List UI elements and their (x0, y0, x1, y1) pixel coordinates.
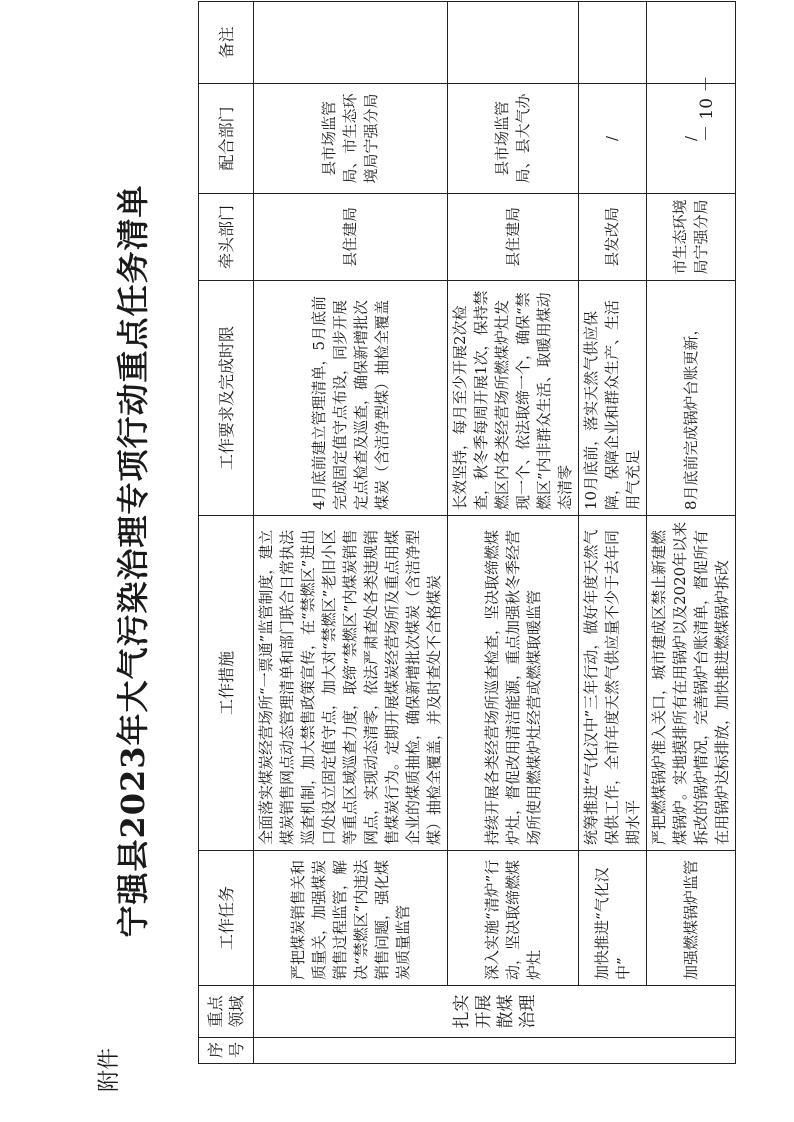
col-header-note: 备注 (199, 2, 254, 84)
lead-cell: 县住建局 (448, 194, 579, 281)
measures-cell: 持续开展各类经营场所巡查检查，坚决取缔燃煤炉灶，督促改用清洁能源，重点加强秋冬季经营场所使用燃煤炉灶经营或燃煤取暖监管 (448, 516, 579, 851)
task-cell: 严把煤炭销售关和质量关，加强煤炭销售过程监管，解决“禁燃区”内违法销售问题，强化煤炭质量监管 (254, 851, 448, 986)
page-number: － 10 － (697, 75, 717, 142)
requirements-cell: 8月底前完成锅炉台账更新， (647, 281, 736, 516)
measures-cell: 统筹推进“气化汉中”三年行动，做好年度天然气保供工作，全市年度天然气供应量不少于去年同期水平 (579, 516, 647, 851)
col-header-lead: 牵头部门 (199, 194, 254, 281)
note-cell (579, 2, 647, 84)
support-cell: / (647, 84, 736, 194)
col-header-seq: 序号 (199, 1038, 254, 1064)
col-header-support: 配合部门 (199, 84, 254, 194)
support-cell: 县市场监管局、市生态环境局宁强分局 (254, 84, 448, 194)
lead-cell: 市生态环境局宁强分局 (647, 194, 736, 281)
note-cell (254, 2, 448, 84)
requirements-cell: 10月底前，落实天然气供应保障，保障企业和群众生产、生活用气充足 (579, 281, 647, 516)
page-title: 宁强县2023年大气污染治理专项行动重点任务清单 (114, 184, 152, 938)
task-cell: 加快推进“气化汉中” (579, 851, 647, 986)
table-row (647, 2, 736, 1064)
support-cell: / (579, 84, 647, 194)
requirements-cell: 4月底前建立管理清单，5月底前完成固定值守点布设，同步开展定点检查及巡查，确保新增批次煤炭（含洁净型煤）抽检全覆盖 (254, 281, 448, 516)
table-row (448, 2, 579, 1064)
table-row (254, 2, 448, 1064)
col-header-requirements: 工作要求及完成时限 (199, 281, 254, 516)
task-table (198, 1, 736, 1064)
lead-cell: 县住建局 (254, 194, 448, 281)
attachment-label: 附件 (97, 1047, 122, 1092)
seq-cell (254, 1038, 736, 1064)
col-header-measures: 工作措施 (199, 516, 254, 851)
lead-cell: 县发改局 (579, 194, 647, 281)
area-cell: 扎实开展散煤治理 (254, 986, 736, 1038)
measures-cell: 全面落实煤炭经营场所“一票通”监管制度，建立煤炭销售网点动态管理清单和部门联合日常执法巡查机制，加大禁售政策宣传，在“禁燃区”进出口处设立固定值守点，加大对“禁燃区”老旧小区等重点区域巡查力度，取缔“禁燃区”内煤炭销售网点，实现动态清零，依法严肃查处各类违规销售煤炭行为。定期开展煤炭经营场所及重点用煤企业的煤质抽检，确保新增批次煤炭（含洁净型煤）抽检全覆盖，并及时查处不合格煤炭 (254, 516, 448, 851)
note-cell (647, 2, 736, 84)
task-cell: 加强燃煤锅炉监管 (647, 851, 736, 986)
task-cell: 深入实施“清炉”行动，坚决取缔燃煤炉灶 (448, 851, 579, 986)
support-cell: 县市场监管局、县大气办 (448, 84, 579, 194)
note-cell (448, 2, 579, 84)
col-header-task: 工作任务 (199, 851, 254, 986)
requirements-cell: 长效坚持，每月至少开展2次检查，秋冬季每周开展1次，保持禁燃区内各类经营场所燃煤炉灶发现一个、依法取缔一个，确保“禁燃区”内非群众生活、取暖用煤动态清零 (448, 281, 579, 516)
measures-cell: 严把燃煤锅炉准入关口，城市建成区禁止新建燃煤锅炉。实地摸排所有在用锅炉以及2020年以来拆改的锅炉情况，完善锅炉台账清单，督促所有在用锅炉达标排放，加快推进燃煤锅炉拆改 (647, 516, 736, 851)
table-header-row (199, 2, 254, 1064)
col-header-area: 重点领域 (199, 986, 254, 1038)
table-row (579, 2, 647, 1064)
